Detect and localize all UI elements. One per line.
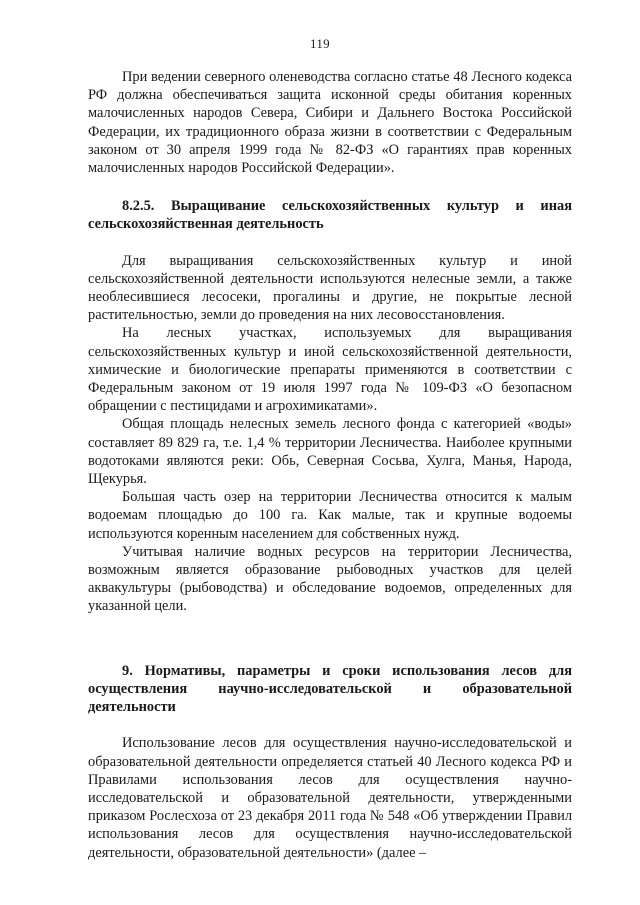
paragraph-chemicals: На лесных участках, используемых для выращивания сельскохозяйственных культур и иной сельскохозяйственной деятельности, химические и биологические препараты применяются в соответствии с Федеральным законом от 19 июля 1997 года № 109-ФЗ «О безопасном обращении с пестицидами и агрохимикатами». bbox=[88, 325, 572, 415]
paragraph-research-use: Использование лесов для осуществления научно-исследовательской и образовательной деятельности определяется статьей 40 Лесного кодекса РФ и Правилами использования лесов для осуществления научно-исследовательской и образовательной деятельности, утвержденными приказом Рослесхоза от 23 декабря 2011 года № 548 «Об утверждении Правил использования лесов для осуществления научно-исследовательской деятельности, образовательной деятельности» (далее – bbox=[88, 735, 572, 861]
paragraph-lakes: Большая часть озер на территории Лесничества относится к малым водоемам площадью до 100 га. Как малые, так и крупные водоемы используются коренным населением для собственных нужд. bbox=[88, 489, 572, 542]
paragraph-reindeer-herding: При ведении северного оленеводства согласно статье 48 Лесного кодекса РФ должна обеспечиваться защита исконной среды обитания коренных малочисленных народов Севера, Сибири и Дальнего Востока Российской Федерации, их традиционного образа жизни в соответствии с Федеральным законом от 30 апреля 1999 года № 82-ФЗ «О гарантиях прав коренных малочисленных народов Российской Федерации». bbox=[88, 69, 572, 177]
paragraph-water-lands: Общая площадь нелесных земель лесного фонда с категорией «воды» составляет 89 829 га, т.е. 1,4 % территории Лесничества. Наиболее крупными водотоками являются реки: Обь, Северная Сосьва, Хулга, Манья, Народа, Щекурья. bbox=[88, 416, 572, 488]
section-heading-9: 9. Нормативы, параметры и сроки использования лесов для осуществления научно-исследовательской и образовательной деятельности bbox=[88, 662, 572, 716]
section-heading-8-2-5: 8.2.5. Выращивание сельскохозяйственных культур и иная сельскохозяйственная деятельность bbox=[88, 198, 572, 233]
paragraph-agricultural-lands: Для выращивания сельскохозяйственных культур и иной сельскохозяйственной деятельности используются нелесные земли, а также необлесившиеся лесосеки, прогалины и другие, не покрытые лесной растительностью, земли до проведения на них лесовосстановления. bbox=[88, 252, 572, 324]
paragraph-aquaculture: Учитывая наличие водных ресурсов на территории Лесничества, возможным является образование рыбоводных участков для целей аквакультуры (рыбоводства) и обследование водоемов, определенных для указанной цели. bbox=[88, 543, 572, 615]
page-body bbox=[88, 68, 572, 862]
page-number: 119 bbox=[310, 36, 330, 51]
